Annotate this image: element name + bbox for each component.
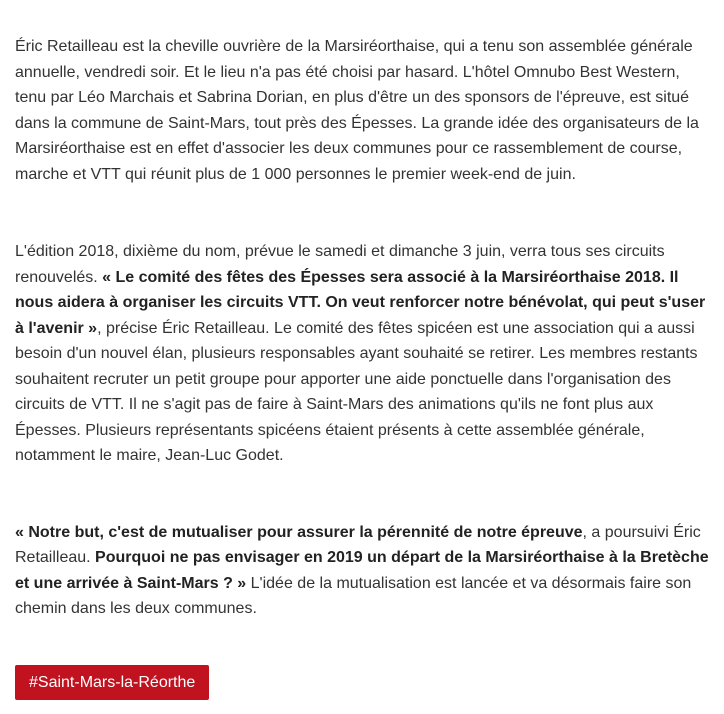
paragraph-3-mid: , a poursuivi Éric Retailleau. [15, 523, 701, 566]
paragraph-1-text: Éric Retailleau est la cheville ouvrière de la Marsiréorthaise, qui a tenu son assemblée générale annuelle, vendredi soir. Et le lieu n'a pas été choisi par hasard. L'hôtel Omnubo Best Western, tenu par Léo Marchais et Sabrina Dorian, en plus d'être un des sponsors de l'épreuve, est situé dans la commune de Saint-Mars, tout près des Épesses. La grande idée des organisateurs de la Marsiréorthaise est en effet d'associer les deux communes pour ce rassemblement de course, marche et VTT qui réunit plus de 1 000 personnes le premier week-end de juin. [15, 38, 699, 183]
paragraph-3-quote-2: Pourquoi ne pas envisager en 2019 un départ de la Marsiréorthaise à la Bretèche et une arrivée à Saint-Mars ? » [15, 549, 709, 592]
paragraph-2 [15, 239, 715, 469]
paragraph-1 [15, 34, 715, 187]
paragraph-2-quote: « Le comité des fêtes des Épesses sera associé à la Marsiréorthaise 2018. Il nous aidera à organiser les circuits VTT. On veut renforcer notre bénévolat, qui peut s'user à l'avenir » [15, 268, 706, 337]
paragraph-3-rest: L'idée de la mutualisation est lancée et va désormais faire son chemin dans les deux communes. [15, 574, 692, 617]
paragraph-3 [15, 520, 715, 622]
article-body [15, 34, 715, 622]
tag-saint-mars-la-reorthe[interactable]: #Saint-Mars-la-Réorthe [15, 665, 209, 700]
paragraph-3-quote-1: « Notre but, c'est de mutualiser pour assurer la pérennité de notre épreuve [15, 523, 583, 541]
paragraph-2-rest: , précise Éric Retailleau. Le comité des fêtes spicéen est une association qui a aussi besoin d'un nouvel élan, plusieurs responsables ayant souhaité se retirer. Les membres restants souhaitent recruter un petit groupe pour apporter une aide ponctuelle dans l'organisation des circuits de VTT. Il ne s'agit pas de faire à Saint-Mars des animations qu'ils ne font plus aux Épesses. Plusieurs représentants spicéens étaient présents à cette assemblée générale, notamment le maire, Jean-Luc Godet. [15, 319, 698, 464]
paragraph-2-intro: L'édition 2018, dixième du nom, prévue le samedi et dimanche 3 juin, verra tous ses circuits renouvelés. [15, 243, 665, 286]
